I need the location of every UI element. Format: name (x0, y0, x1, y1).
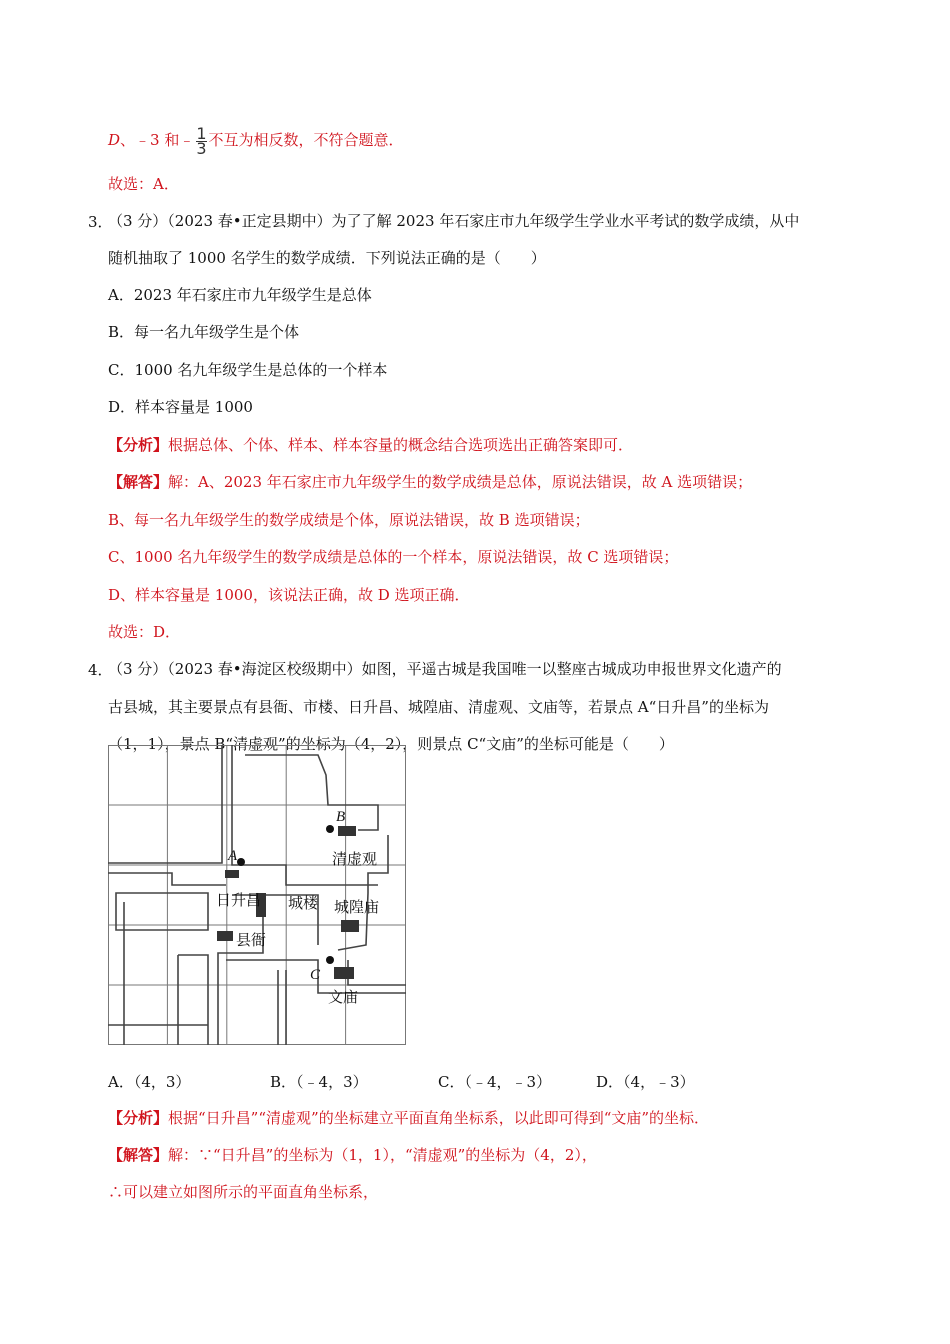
building-icon-qing-xu-guan (338, 826, 356, 836)
q4-stem-line1: （3 分）（2023 春•海淀区校级期中）如图，平遥古城是我国唯一以整座古城成功申报世界文化遗产的 (108, 660, 782, 678)
point-c-marker (326, 956, 334, 964)
point-a-label: A (228, 848, 238, 864)
place-cheng-huang-miao: 城隍庙 (334, 900, 380, 916)
q3-answer-text1: 解：A、2023 年石家庄市九年级学生的数学成绩是总体，原说法错误，故 A 选项错误； (168, 473, 753, 491)
q3-answer-line1 (108, 472, 752, 492)
q4-analysis-tag: 【分析】 (108, 1109, 169, 1127)
prev-choose: 故选：A． (108, 175, 179, 193)
q4-analysis (108, 1108, 709, 1128)
q4-number: 4． (88, 661, 113, 679)
q3-stem-line1: （3 分）（2023 春•正定县期中）为了了解 2023 年石家庄市九年级学生学业水平考试的数学成绩，从中 (108, 212, 800, 230)
prev-d-text-b: 不互为相反数，不符合题意． (208, 131, 404, 149)
q3-analysis (108, 435, 633, 455)
prev-d-prefix: D (108, 131, 121, 149)
q4-answer-line1 (108, 1145, 597, 1165)
q4-answer-tag: 【解答】 (108, 1146, 169, 1164)
prev-d-sep: 、 (120, 131, 136, 149)
q4-option-b: B．（﹣4，3） (270, 1073, 368, 1091)
q4-option-a: A．（4，3） (108, 1073, 191, 1091)
q3-option-c: C．1000 名九年级学生是总体的一个样本 (108, 361, 388, 379)
pingyao-map-figure (108, 745, 406, 1045)
place-xian-ya: 县衙 (236, 933, 267, 949)
q3-analysis-tag: 【分析】 (108, 436, 169, 454)
fraction-numerator: 1 (196, 123, 207, 143)
q4-stem-line2: 古县城，其主要景点有县衙、市楼、日升昌、城隍庙、清虚观、文庙等，若景点 A“日升昌”的坐标为 (108, 698, 769, 716)
place-wen-miao: 文庙 (328, 990, 359, 1006)
place-cheng-lou: 城楼 (288, 896, 319, 912)
q3-option-a: A．2023 年石家庄市九年级学生是总体 (108, 286, 372, 304)
point-c-label: C (310, 967, 321, 983)
q3-number: 3． (88, 213, 113, 231)
q3-option-d: D．样本容量是 1000 (108, 398, 253, 416)
building-icon-wen-miao (334, 967, 354, 979)
map-labels (216, 809, 379, 1006)
point-b-marker (326, 825, 334, 833)
prev-option-d-explanation (108, 125, 404, 156)
place-qing-xu-guan: 清虚观 (332, 852, 378, 868)
q4-answer-line2: ∴可以建立如图所示的平面直角坐标系， (108, 1183, 379, 1201)
place-ri-sheng-chang: 日升昌 (216, 893, 262, 909)
fraction-denominator: 3 (196, 138, 207, 158)
building-icon-ri-sheng-chang (225, 870, 239, 878)
q3-answer-line2: B、每一名九年级学生的数学成绩是个体，原说法错误，故 B 选项错误； (108, 511, 590, 529)
q4-option-d: D．（4，﹣3） (596, 1073, 695, 1091)
q3-answer-tag: 【解答】 (108, 473, 169, 491)
q3-stem-line2: 随机抽取了 1000 名学生的数学成绩．下列说法正确的是（ ） (108, 249, 546, 267)
q3-answer-line4: D、样本容量是 1000，该说法正确，故 D 选项正确． (108, 586, 470, 604)
fraction-one-third (196, 123, 207, 158)
point-b-label: B (336, 809, 346, 825)
q4-stem-line3: （1，1），景点 B“清虚观”的坐标为（4，2），则景点 C“文庙”的坐标可能是（ ） (108, 735, 674, 753)
q3-choose: 故选：D． (108, 623, 181, 641)
q4-analysis-text: 根据“日升昌”“清虚观”的坐标建立平面直角坐标系，以此即可得到“文庙”的坐标． (168, 1109, 710, 1127)
q4-answer-text1: 解：∵“日升昌”的坐标为（1，1），“清虚观”的坐标为（4，2）， (168, 1146, 597, 1164)
point-a-marker (237, 858, 245, 866)
q3-analysis-text: 根据总体、个体、样本、样本容量的概念结合选项选出正确答案即可． (168, 436, 634, 454)
building-icon-xian-ya (217, 931, 233, 941)
q3-option-b: B．每一名九年级学生是个体 (108, 323, 300, 341)
q4-option-c: C．（﹣4，﹣3） (438, 1073, 552, 1091)
prev-d-text-a: ﹣3 和﹣ (135, 131, 195, 149)
building-icon-cheng-huang-miao (341, 920, 359, 932)
q3-answer-line3: C、1000 名九年级学生的数学成绩是总体的一个样本，原说法错误，故 C 选项错误； (108, 548, 679, 566)
